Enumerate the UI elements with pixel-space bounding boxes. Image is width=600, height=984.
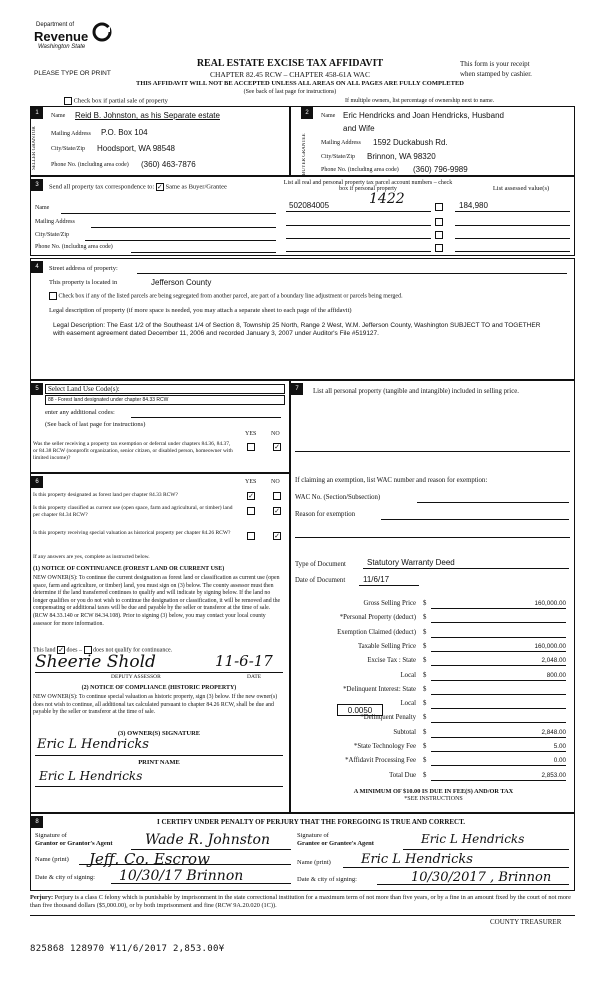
seller-mail[interactable]: P.O. Box 104 (101, 128, 148, 137)
seller-mail-label: Mailing Address (51, 131, 91, 137)
dor-logo (34, 20, 114, 62)
section-2-buyer (290, 106, 575, 176)
grantee-date-line (377, 884, 569, 885)
personal-property-checkbox-4[interactable] (435, 244, 443, 252)
wac-label: WAC No. (Section/Subsection) (295, 494, 381, 501)
s5-see-back: (See back of last page for instructions) (45, 421, 146, 428)
doc-type-value[interactable]: Statutory Warranty Deed (367, 558, 455, 567)
print-name-label: PRINT NAME (138, 759, 180, 766)
notice-continuance-text: NEW OWNER(S): To continue the current designation as forest land or classification as current use (open space, farm and agriculture, or timber) land, you must sign on (3) below. The county assessor must then determine if the land transferred continues to qualify and will indicate by signing below. If the land no longer qualifies or you do not wish to continue the designation or classification, it will be removed and the compensating or additional taxes will be due and payable by the seller or transferor at the time of sale. (RCW 84.33.140 or RCW 84.34.108). Prior to signing (3) below, you may contact your local county assessor for more information. (33, 575, 281, 627)
county-treasurer: COUNTY TREASURER (490, 918, 562, 926)
tax-row-value[interactable]: 2,848.00 (431, 729, 566, 738)
tax-row-currency: $ (423, 642, 427, 650)
tax-row-label: *Delinquent Interest: State (343, 685, 416, 693)
seller-city-label: City/State/Zip (51, 146, 85, 152)
see-instructions: *SEE INSTRUCTIONS (404, 796, 463, 802)
same-as-buyer-label: Same as Buyer/Grantee (165, 183, 227, 191)
dept-line3: Washington State (38, 44, 86, 50)
send-label: Send all property tax correspondence to: (49, 183, 155, 191)
doc-date-value[interactable]: 11/6/17 (363, 575, 390, 584)
date-label: DATE (247, 674, 262, 680)
parcel-handwritten: 1422 (369, 191, 405, 207)
doc-type-line (363, 568, 569, 569)
additional-codes-line[interactable] (131, 417, 281, 418)
section-7-tax (290, 380, 575, 813)
s3-name-label: Name (35, 205, 50, 211)
receipt-stamp: 825868 128970 ¥11/6/2017 2,853.00¥ (30, 944, 225, 954)
seller-city[interactable]: Hoodsport, WA 98548 (97, 144, 175, 153)
assessed-line-2[interactable] (455, 225, 570, 226)
exemption-question: Was the seller receiving a property tax exemption or deferral under chapters 84.36, 84.37, or 84.38 RCW (nonprofit organization, senior citizen, or disabled person, homeowner with limited income)? (33, 441, 233, 461)
tax-row-label: Subtotal (393, 728, 416, 736)
assessed-value[interactable]: 184,980 (459, 201, 488, 210)
grantee-sig-label-1: Signature of (297, 832, 329, 839)
section-5-land-use (30, 380, 290, 473)
tax-row-label: Excise Tax : State (367, 657, 416, 665)
grantor-sig-label-1: Signature of (35, 832, 67, 839)
tax-row-label: *State Technology Fee (353, 743, 416, 750)
exemption-yes-checkbox[interactable] (247, 443, 255, 451)
parcel-list-header: List all real and personal property tax parcel account numbers – check box if personal property (283, 180, 453, 192)
street-address-label: Street address of property: (49, 265, 118, 272)
personal-property-checkbox-1[interactable] (435, 203, 443, 211)
tax-row-currency: $ (423, 671, 427, 679)
certify-statement: I CERTIFY UNDER PENALTY OF PERJURY THAT THE FOREGOING IS TRUE AND CORRECT. (156, 818, 465, 826)
parcel-line-2[interactable] (286, 225, 431, 226)
partial-sale-row (64, 97, 168, 105)
grantee-sig-label (297, 832, 374, 848)
form-see-back: (See back of last page for instructions) (243, 89, 337, 95)
s5-no-header: NO (271, 431, 280, 437)
if-yes-note: If any answers are yes, complete as instructed below. (33, 554, 150, 560)
tax-row-value[interactable] (431, 614, 566, 623)
buyer-name-line1[interactable]: Eric Hendricks and Joan Hendricks, Husband (343, 111, 504, 120)
segregated-label: Check box if any of the listed parcels are being segregated from another parcel, are part of a boundary line adjustment or parcels being merged. (58, 293, 403, 300)
grantee-date[interactable]: 10/30/2017 , Brinnon (411, 870, 552, 885)
tax-row-currency: $ (423, 700, 427, 708)
dept-line2: Revenue (34, 29, 89, 44)
does-not-label: does not (93, 647, 114, 654)
owner-sig-line (35, 755, 283, 756)
section-1-number: 1 (31, 107, 43, 119)
wac-line[interactable] (417, 502, 569, 503)
section-1-seller (30, 106, 290, 176)
local-rate[interactable]: 0.0050 (337, 704, 383, 716)
segregated-row (49, 292, 569, 300)
same-as-buyer-checkbox[interactable]: ✓ (156, 183, 163, 191)
section-5-number: 5 (31, 383, 43, 395)
tax-row-label: Exemption Claimed (deduct) (337, 628, 416, 636)
section-6-designation (30, 473, 290, 813)
buyer-phone[interactable]: (360) 796-9989 (413, 165, 468, 174)
current-use-question: Is this property classified as current use (open space, farm and agricultural, or timber) land per chapter 84.34 RCW? (33, 505, 233, 518)
segregated-checkbox[interactable] (49, 292, 57, 300)
print-name-value[interactable]: Eric L Hendricks (39, 769, 143, 783)
forest-yes-checkbox[interactable]: ✓ (248, 492, 254, 500)
this-land-label: This land (33, 647, 56, 654)
forest-land-question: Is this property designated as forest land per chapter 84.33 RCW? (33, 492, 178, 498)
tax-row-value[interactable] (431, 714, 566, 723)
seller-side-label: SELLER GRANTOR (32, 126, 37, 170)
grantee-name-label: Name (print) (297, 859, 331, 866)
tax-row-label: Total Due (389, 771, 416, 779)
s3-name-line[interactable] (61, 213, 276, 214)
tax-row-label: Local (400, 671, 416, 679)
seller-phone-label: Phone No. (including area code) (51, 162, 129, 168)
does-label: does (66, 647, 78, 654)
qualify-separator: – (79, 647, 82, 654)
street-address-line[interactable] (137, 273, 567, 274)
partial-sale-checkbox[interactable] (64, 97, 72, 105)
tax-row-label: Taxable Selling Price (357, 642, 416, 650)
seller-name-label: Name (51, 113, 66, 119)
s3-phone-label: Phone No. (including area code) (35, 244, 113, 250)
footer-rule (30, 915, 575, 916)
grantee-sig-line (403, 849, 569, 850)
tax-row-value[interactable]: 0.00 (431, 757, 566, 766)
buyer-mail[interactable]: 1592 Duckabush Rd. (373, 138, 448, 147)
seller-name[interactable]: Reid B. Johnston, as his Separate estate (75, 111, 220, 120)
does-checkbox[interactable]: ✓ (58, 646, 64, 654)
dept-line1: Department of (36, 22, 75, 28)
reason-line[interactable] (381, 519, 569, 520)
land-use-select[interactable]: 88 - Forest land designated under chapter 84.33 RCW (45, 395, 285, 405)
buyer-city[interactable]: Brinnon, WA 98320 (367, 152, 436, 161)
grantor-sig-label (35, 832, 113, 848)
section-7-number: 7 (291, 383, 303, 395)
tax-row-value[interactable]: 160,000.00 (431, 643, 566, 652)
tax-row-currency: $ (423, 714, 427, 722)
multiple-owners-note: If multiple owners, list percentage of ownership next to name. (345, 98, 495, 104)
perjury-notice (30, 894, 575, 910)
seller-phone[interactable]: (360) 463-7876 (141, 160, 196, 169)
tax-row-label: Gross Selling Price (363, 600, 416, 607)
owner-signature[interactable]: Eric L Hendricks (37, 737, 149, 752)
owner-sig-label: (3) OWNER(S) SIGNATURE (117, 730, 201, 737)
print-name-line (35, 786, 283, 787)
dor-logo-icon (92, 22, 112, 42)
legal-description-text[interactable]: Legal Description: The East 1/2 of the Southeast 1/4 of Section 8, Township 25 North, Range 2 West, W.M. Jefferson County, Washington SUBJECT TO and TOGETHER with easement agreement dated December 11, 2006 and recorded January 3, 2007 under Auditor's File #519127. (53, 322, 541, 337)
tax-row-currency: $ (423, 614, 427, 622)
tax-row-value[interactable]: 5.00 (431, 743, 566, 752)
land-use-label-box (45, 384, 285, 394)
grantee-sig-label-2: Grantee or Grantee's Agent (297, 840, 374, 847)
tax-row-currency: $ (423, 657, 427, 665)
tax-row-value[interactable]: 160,000.00 (431, 600, 566, 609)
buyer-name-label: Name (321, 113, 336, 119)
assessor-date[interactable]: 11-6-17 (215, 652, 273, 670)
exemption-no-checkbox[interactable]: ✓ (274, 443, 280, 451)
s6-yes-header: YES (245, 479, 257, 485)
tax-row-currency: $ (423, 743, 427, 750)
grantor-name[interactable]: Jeff. Co. Escrow (89, 850, 210, 868)
s3-mail-label: Mailing Address (35, 219, 75, 225)
reason-label: Reason for exemption (295, 511, 356, 518)
doc-date-line (359, 585, 419, 586)
grantor-date[interactable]: 10/30/17 Brinnon (119, 868, 244, 884)
exemption-claim-label: If claiming an exemption, list WAC number and reason for exemption: (295, 477, 488, 484)
tax-row-value[interactable] (431, 629, 566, 638)
tax-row-label: *Personal Property (deduct) (339, 614, 416, 622)
tax-row-label: Local (400, 700, 416, 708)
section-3-number: 3 (31, 179, 43, 191)
notice-continuance-title: (1) NOTICE OF CONTINUANCE (FOREST LAND OR CURRENT USE) (33, 566, 225, 572)
form-title: REAL ESTATE EXCISE TAX AFFIDAVIT (196, 58, 384, 69)
personal-property-line[interactable] (295, 451, 570, 452)
tax-row-value[interactable]: 2,853.00 (431, 772, 566, 781)
tax-row-label: *Affidavit Processing Fee (345, 757, 416, 765)
receipt-line1: This form is your receipt (460, 60, 530, 68)
tax-row-value[interactable]: 2,048.00 (431, 657, 566, 666)
grantor-date-label: Date & city of signing: (35, 874, 95, 881)
grantor-signature[interactable]: Wade R. Johnston (145, 832, 270, 848)
grantee-name-line (343, 867, 569, 868)
legal-description-label: Legal description of property (if more space is needed, you may attach a separate sheet to each page of the affidavit) (49, 307, 352, 314)
form-chapter: CHAPTER 82.45 RCW – CHAPTER 458-61A WAC (210, 70, 370, 79)
located-in-label: This property is located in (49, 279, 118, 286)
deputy-assessor-label: DEPUTY ASSESSOR (111, 674, 161, 680)
tax-row-label: *Delinquent Penalty (360, 714, 416, 722)
historic-yes-checkbox[interactable] (247, 532, 255, 540)
send-correspondence-label (49, 183, 227, 191)
form-warning: THIS AFFIDAVIT WILL NOT BE ACCEPTED UNLESS ALL AREAS ON ALL PAGES ARE FULLY COMPLETED (136, 80, 464, 87)
tax-row-currency: $ (423, 728, 427, 736)
forest-no-checkbox[interactable] (273, 492, 281, 500)
partial-sale-label: Check box if partial sale of property (73, 97, 168, 105)
section-4-property (30, 258, 575, 380)
personal-property-checkbox-2[interactable] (435, 218, 443, 226)
buyer-phone-label: Phone No. (including area code) (321, 167, 399, 173)
county-value[interactable]: Jefferson County (151, 278, 212, 287)
assessed-line-3[interactable] (455, 238, 570, 239)
tax-row-value[interactable] (431, 686, 566, 695)
grantee-date-label: Date & city of signing: (297, 876, 357, 883)
buyer-mail-label: Mailing Address (321, 140, 361, 146)
parcel-line-1 (286, 211, 431, 212)
parcel-line-3[interactable] (286, 238, 431, 239)
s3-mail-line[interactable] (91, 227, 276, 228)
tax-row-value[interactable] (431, 700, 566, 709)
parcel-line-4[interactable] (286, 251, 431, 252)
section-2-number: 2 (301, 107, 313, 119)
additional-codes-label: enter any additional codes: (45, 409, 115, 416)
grantee-signature[interactable]: Eric L Hendricks (421, 832, 525, 846)
land-use-label: Select Land Use Code(s): (48, 385, 120, 393)
section-4-number: 4 (31, 261, 43, 273)
assessor-signature[interactable]: Sheerie Shold (35, 652, 156, 672)
grantee-name[interactable]: Eric L Hendricks (361, 852, 473, 867)
assessed-line-1 (455, 211, 570, 212)
doc-type-label: Type of Document (295, 561, 346, 568)
historic-question: Is this property receiving special valuation as historical property per chapter 84.26 RCW? (33, 530, 231, 536)
current-use-yes-checkbox[interactable] (247, 507, 255, 515)
s3-city-line[interactable] (85, 240, 276, 241)
perjury-text: Perjury is a class C felony which is punishable by imprisonment in the state correctional institution for a maximum term of not more than five years, or by a fine in an amount fixed by the court of not more than five thousand dollars ($5,000.00), or by both imprisonment and fine (RCW 9A.20.020 (1C)). (30, 894, 571, 909)
tax-row-currency: $ (423, 771, 427, 779)
historic-no-checkbox[interactable]: ✓ (274, 532, 280, 540)
perjury-bold: Perjury: (30, 894, 54, 901)
personal-property-label: List all personal property (tangible and intangible) included in selling price. (313, 388, 519, 395)
buyer-name-line2[interactable]: and Wife (343, 124, 375, 133)
grantor-name-label: Name (print) (35, 856, 69, 863)
s3-city-label: City/State/Zip (35, 232, 69, 238)
minimum-note: A MINIMUM OF $10.00 IS DUE IN FEE(S) AND/OR TAX (353, 788, 514, 795)
section-3-correspondence (30, 176, 575, 256)
tax-row-currency: $ (423, 600, 427, 607)
notice-compliance-title: (2) NOTICE OF COMPLIANCE (HISTORIC PROPERTY) (81, 685, 237, 691)
receipt-line2: when stamped by cashier. (460, 70, 532, 78)
buyer-city-label: City/State/Zip (321, 154, 355, 160)
please-type: PLEASE TYPE OR PRINT (34, 70, 111, 77)
tax-row-value[interactable]: 800.00 (431, 672, 566, 681)
parcel-number[interactable]: 502084005 (289, 201, 330, 210)
s3-phone-line[interactable] (131, 252, 276, 253)
qualify-label: qualify for continuance. (114, 647, 173, 654)
section-6-number: 6 (31, 476, 43, 488)
doc-date-label: Date of Document (295, 577, 346, 584)
grantor-sig-label-2: Grantor or Grantor's Agent (35, 840, 113, 847)
tax-row-currency: $ (423, 757, 427, 765)
section-8-number: 8 (31, 816, 43, 828)
assessed-header: List assessed value(s) (492, 185, 550, 192)
s6-no-header: NO (271, 479, 280, 485)
tax-row-currency: $ (423, 685, 427, 693)
assessed-line-4[interactable] (455, 251, 570, 252)
current-use-no-checkbox[interactable]: ✓ (274, 507, 280, 515)
assessor-sig-line (35, 672, 283, 673)
notice-compliance-text: NEW OWNER(S): To continue special valuation as historic property, sign (3) below. If the new owner(s) does not wish to continue, all additional tax calculated pursuant to chapter 84.26 RCW, shall be due and payable by the seller or transferor at the time of sale. (33, 694, 278, 716)
grantor-name-line (79, 864, 291, 865)
s5-yes-header: YES (245, 431, 257, 437)
buyer-side-label: BUYER GRANTEE (302, 133, 307, 175)
grantor-date-line (111, 883, 291, 884)
personal-property-checkbox-3[interactable] (435, 231, 443, 239)
tax-row-currency: $ (423, 628, 427, 636)
reason-line-2[interactable] (295, 537, 570, 538)
section-8-certification (30, 813, 575, 891)
